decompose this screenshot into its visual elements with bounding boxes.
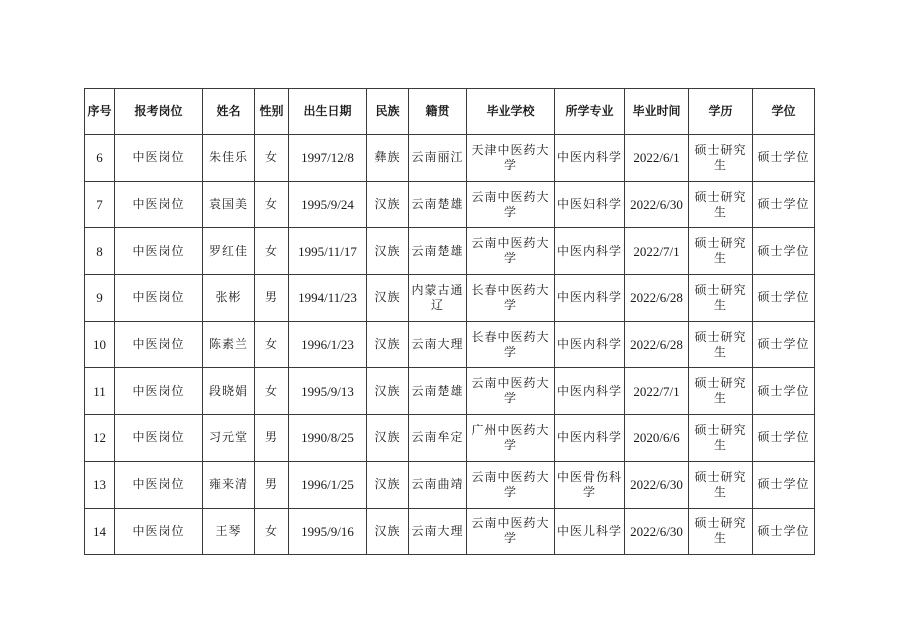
cell-major: 中医内科学 <box>555 321 625 368</box>
cell-ethnicity: 汉族 <box>367 461 409 508</box>
cell-school: 长春中医药大学 <box>467 275 555 322</box>
header-native-place: 籍贯 <box>409 89 467 135</box>
candidate-table <box>84 88 815 555</box>
cell-position: 中医岗位 <box>115 135 203 182</box>
cell-major: 中医内科学 <box>555 415 625 462</box>
cell-native-place: 云南丽江 <box>409 135 467 182</box>
cell-position: 中医岗位 <box>115 181 203 228</box>
cell-degree: 硕士学位 <box>753 181 815 228</box>
table-row <box>85 228 815 275</box>
cell-birthdate: 1995/9/13 <box>289 368 367 415</box>
cell-degree: 硕士学位 <box>753 508 815 555</box>
cell-education: 硕士研究生 <box>689 135 753 182</box>
cell-birthdate: 1997/12/8 <box>289 135 367 182</box>
cell-degree: 硕士学位 <box>753 228 815 275</box>
cell-major: 中医妇科学 <box>555 181 625 228</box>
cell-ethnicity: 汉族 <box>367 321 409 368</box>
cell-native-place: 云南大理 <box>409 508 467 555</box>
cell-index: 8 <box>85 228 115 275</box>
cell-name: 张彬 <box>203 275 255 322</box>
table-row <box>85 321 815 368</box>
cell-education: 硕士研究生 <box>689 228 753 275</box>
cell-school: 广州中医药大学 <box>467 415 555 462</box>
cell-graduation-date: 2022/6/28 <box>625 321 689 368</box>
cell-school: 长春中医药大学 <box>467 321 555 368</box>
cell-index: 9 <box>85 275 115 322</box>
cell-gender: 女 <box>255 228 289 275</box>
cell-education: 硕士研究生 <box>689 368 753 415</box>
cell-native-place: 云南牟定 <box>409 415 467 462</box>
table-row <box>85 181 815 228</box>
header-name: 姓名 <box>203 89 255 135</box>
cell-education: 硕士研究生 <box>689 508 753 555</box>
cell-gender: 女 <box>255 508 289 555</box>
header-major: 所学专业 <box>555 89 625 135</box>
cell-ethnicity: 彝族 <box>367 135 409 182</box>
cell-gender: 女 <box>255 368 289 415</box>
cell-graduation-date: 2022/7/1 <box>625 368 689 415</box>
cell-ethnicity: 汉族 <box>367 368 409 415</box>
cell-name: 习元堂 <box>203 415 255 462</box>
cell-index: 7 <box>85 181 115 228</box>
cell-ethnicity: 汉族 <box>367 508 409 555</box>
cell-school: 云南中医药大学 <box>467 181 555 228</box>
cell-birthdate: 1996/1/23 <box>289 321 367 368</box>
cell-index: 14 <box>85 508 115 555</box>
header-education: 学历 <box>689 89 753 135</box>
table-row <box>85 135 815 182</box>
header-school: 毕业学校 <box>467 89 555 135</box>
cell-education: 硕士研究生 <box>689 321 753 368</box>
cell-education: 硕士研究生 <box>689 275 753 322</box>
cell-position: 中医岗位 <box>115 415 203 462</box>
cell-major: 中医骨伤科学 <box>555 461 625 508</box>
cell-birthdate: 1996/1/25 <box>289 461 367 508</box>
cell-school: 云南中医药大学 <box>467 508 555 555</box>
cell-position: 中医岗位 <box>115 461 203 508</box>
cell-graduation-date: 2022/6/30 <box>625 508 689 555</box>
cell-native-place: 云南楚雄 <box>409 368 467 415</box>
cell-gender: 男 <box>255 275 289 322</box>
cell-ethnicity: 汉族 <box>367 228 409 275</box>
cell-degree: 硕士学位 <box>753 461 815 508</box>
cell-index: 13 <box>85 461 115 508</box>
header-index: 序号 <box>85 89 115 135</box>
table-row <box>85 461 815 508</box>
table-row <box>85 368 815 415</box>
cell-school: 云南中医药大学 <box>467 368 555 415</box>
header-position: 报考岗位 <box>115 89 203 135</box>
cell-index: 12 <box>85 415 115 462</box>
cell-education: 硕士研究生 <box>689 461 753 508</box>
cell-gender: 男 <box>255 415 289 462</box>
cell-name: 陈素兰 <box>203 321 255 368</box>
cell-index: 10 <box>85 321 115 368</box>
cell-gender: 女 <box>255 135 289 182</box>
cell-native-place: 云南大理 <box>409 321 467 368</box>
cell-name: 段晓娟 <box>203 368 255 415</box>
table-row <box>85 415 815 462</box>
header-graduation-date: 毕业时间 <box>625 89 689 135</box>
cell-degree: 硕士学位 <box>753 275 815 322</box>
header-gender: 性别 <box>255 89 289 135</box>
header-birthdate: 出生日期 <box>289 89 367 135</box>
cell-index: 6 <box>85 135 115 182</box>
cell-degree: 硕士学位 <box>753 135 815 182</box>
cell-gender: 男 <box>255 461 289 508</box>
header-ethnicity: 民族 <box>367 89 409 135</box>
cell-native-place: 云南楚雄 <box>409 228 467 275</box>
cell-school: 天津中医药大学 <box>467 135 555 182</box>
cell-graduation-date: 2020/6/6 <box>625 415 689 462</box>
table-row <box>85 508 815 555</box>
cell-major: 中医内科学 <box>555 228 625 275</box>
cell-major: 中医内科学 <box>555 275 625 322</box>
table-row <box>85 275 815 322</box>
cell-birthdate: 1995/9/24 <box>289 181 367 228</box>
cell-degree: 硕士学位 <box>753 321 815 368</box>
cell-native-place: 内蒙古通辽 <box>409 275 467 322</box>
cell-major: 中医内科学 <box>555 135 625 182</box>
cell-birthdate: 1994/11/23 <box>289 275 367 322</box>
cell-name: 罗红佳 <box>203 228 255 275</box>
cell-birthdate: 1995/11/17 <box>289 228 367 275</box>
cell-gender: 女 <box>255 321 289 368</box>
cell-name: 袁国美 <box>203 181 255 228</box>
cell-education: 硕士研究生 <box>689 415 753 462</box>
cell-graduation-date: 2022/6/30 <box>625 181 689 228</box>
cell-graduation-date: 2022/6/1 <box>625 135 689 182</box>
cell-position: 中医岗位 <box>115 321 203 368</box>
cell-position: 中医岗位 <box>115 368 203 415</box>
cell-native-place: 云南曲靖 <box>409 461 467 508</box>
cell-birthdate: 1995/9/16 <box>289 508 367 555</box>
table-body <box>85 135 815 555</box>
cell-name: 王琴 <box>203 508 255 555</box>
cell-index: 11 <box>85 368 115 415</box>
cell-position: 中医岗位 <box>115 275 203 322</box>
cell-major: 中医内科学 <box>555 368 625 415</box>
cell-major: 中医儿科学 <box>555 508 625 555</box>
cell-name: 雍来清 <box>203 461 255 508</box>
cell-gender: 女 <box>255 181 289 228</box>
cell-birthdate: 1990/8/25 <box>289 415 367 462</box>
header-degree: 学位 <box>753 89 815 135</box>
table-header-row <box>85 89 815 135</box>
cell-degree: 硕士学位 <box>753 415 815 462</box>
cell-native-place: 云南楚雄 <box>409 181 467 228</box>
cell-ethnicity: 汉族 <box>367 275 409 322</box>
cell-ethnicity: 汉族 <box>367 181 409 228</box>
cell-school: 云南中医药大学 <box>467 461 555 508</box>
cell-position: 中医岗位 <box>115 228 203 275</box>
cell-school: 云南中医药大学 <box>467 228 555 275</box>
cell-name: 朱佳乐 <box>203 135 255 182</box>
cell-graduation-date: 2022/7/1 <box>625 228 689 275</box>
cell-education: 硕士研究生 <box>689 181 753 228</box>
cell-graduation-date: 2022/6/30 <box>625 461 689 508</box>
cell-position: 中医岗位 <box>115 508 203 555</box>
cell-ethnicity: 汉族 <box>367 415 409 462</box>
cell-graduation-date: 2022/6/28 <box>625 275 689 322</box>
cell-degree: 硕士学位 <box>753 368 815 415</box>
